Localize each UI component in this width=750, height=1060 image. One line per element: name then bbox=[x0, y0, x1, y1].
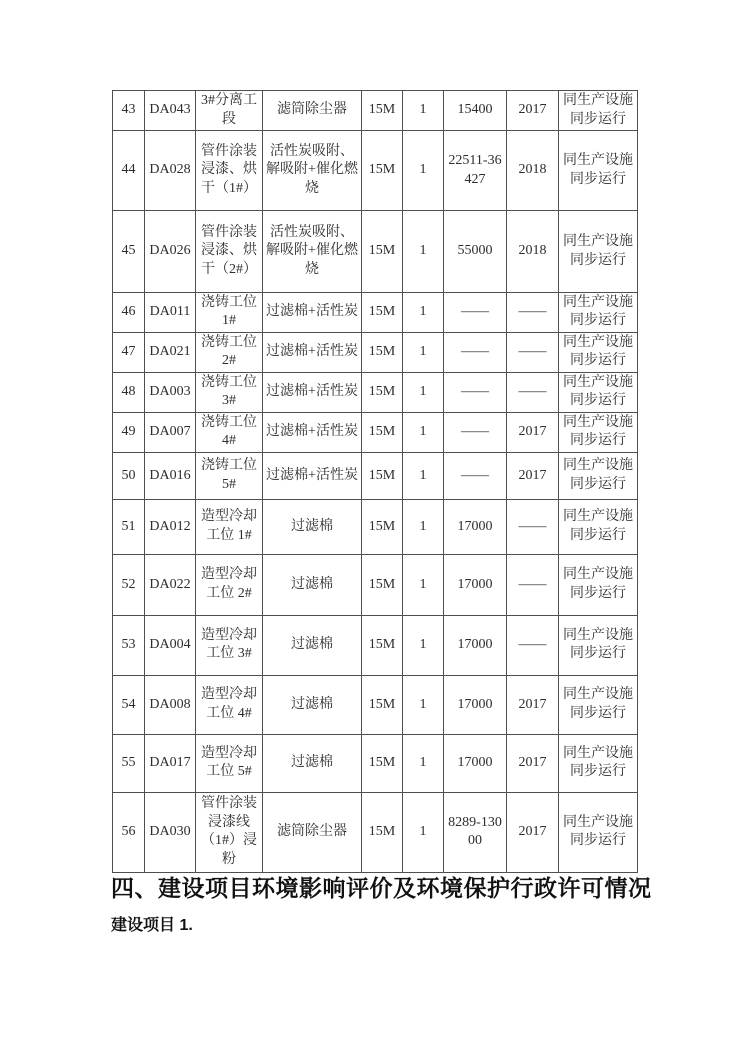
table-cell-col6: 1 bbox=[403, 615, 444, 675]
table-cell-col7: 55000 bbox=[444, 211, 507, 293]
table-cell-col3: 浇铸工位 5# bbox=[196, 452, 263, 499]
table-cell-col3: 造型冷却工位 3# bbox=[196, 615, 263, 675]
table-cell-col2: DA028 bbox=[145, 131, 196, 211]
table-cell-col9: 同生产设施同步运行 bbox=[559, 615, 638, 675]
table-cell-col9: 同生产设施同步运行 bbox=[559, 211, 638, 293]
table-row bbox=[113, 554, 638, 615]
table-cell-col4: 活性炭吸附、解吸附+催化燃烧 bbox=[263, 131, 362, 211]
table-cell-col3: 造型冷却工位 4# bbox=[196, 675, 263, 734]
table-cell-col8: 2018 bbox=[507, 131, 559, 211]
table-cell-col5: 15M bbox=[362, 211, 403, 293]
table-cell-col2: DA008 bbox=[145, 675, 196, 734]
table-cell-col4: 滤筒除尘器 bbox=[263, 91, 362, 131]
table-cell-col8: 2017 bbox=[507, 792, 559, 872]
table-cell-col7: 17000 bbox=[444, 734, 507, 792]
table-cell-col2: DA003 bbox=[145, 372, 196, 412]
table-cell-col6: 1 bbox=[403, 675, 444, 734]
table-cell-col3: 浇铸工位 3# bbox=[196, 372, 263, 412]
table-cell-col3: 造型冷却工位 5# bbox=[196, 734, 263, 792]
table-row bbox=[113, 675, 638, 734]
table-cell-col8: —— bbox=[507, 615, 559, 675]
table-cell-col7: 17000 bbox=[444, 615, 507, 675]
table-row bbox=[113, 615, 638, 675]
table-cell-col2: DA017 bbox=[145, 734, 196, 792]
table-cell-col7: 15400 bbox=[444, 91, 507, 131]
table-cell-col7: —— bbox=[444, 332, 507, 372]
table-cell-col9: 同生产设施同步运行 bbox=[559, 792, 638, 872]
table-cell-col2: DA007 bbox=[145, 412, 196, 452]
table-cell-col9: 同生产设施同步运行 bbox=[559, 91, 638, 131]
table-cell-col5: 15M bbox=[362, 792, 403, 872]
table-cell-col7: 8289-13000 bbox=[444, 792, 507, 872]
table-row bbox=[113, 734, 638, 792]
table-cell-col8: —— bbox=[507, 293, 559, 333]
table-cell-col5: 15M bbox=[362, 372, 403, 412]
table-cell-col8: 2017 bbox=[507, 91, 559, 131]
table-cell-col5: 15M bbox=[362, 554, 403, 615]
table-cell-col5: 15M bbox=[362, 499, 403, 554]
table-cell-col8: 2017 bbox=[507, 412, 559, 452]
table-row bbox=[113, 792, 638, 872]
table-cell-col4: 滤筒除尘器 bbox=[263, 792, 362, 872]
table-cell-col1: 52 bbox=[113, 554, 145, 615]
table-cell-col6: 1 bbox=[403, 332, 444, 372]
table-cell-col3: 造型冷却工位 2# bbox=[196, 554, 263, 615]
table-row bbox=[113, 412, 638, 452]
table-cell-col2: DA004 bbox=[145, 615, 196, 675]
table-cell-col2: DA011 bbox=[145, 293, 196, 333]
table-cell-col1: 51 bbox=[113, 499, 145, 554]
table-cell-col2: DA021 bbox=[145, 332, 196, 372]
table-cell-col2: DA043 bbox=[145, 91, 196, 131]
table-cell-col9: 同生产设施同步运行 bbox=[559, 412, 638, 452]
subheading-project-1: 建设项目 1. bbox=[111, 917, 193, 934]
table-cell-col2: DA022 bbox=[145, 554, 196, 615]
table-cell-col6: 1 bbox=[403, 293, 444, 333]
table-cell-col3: 管件涂装浸漆、烘干（1#） bbox=[196, 131, 263, 211]
table-cell-col5: 15M bbox=[362, 332, 403, 372]
table-cell-col2: DA016 bbox=[145, 452, 196, 499]
table-cell-col6: 1 bbox=[403, 412, 444, 452]
table-cell-col7: —— bbox=[444, 412, 507, 452]
table-cell-col5: 15M bbox=[362, 131, 403, 211]
table-row bbox=[113, 372, 638, 412]
table-cell-col1: 45 bbox=[113, 211, 145, 293]
table-cell-col8: —— bbox=[507, 372, 559, 412]
table-cell-col5: 15M bbox=[362, 91, 403, 131]
table-cell-col9: 同生产设施同步运行 bbox=[559, 675, 638, 734]
table-cell-col1: 49 bbox=[113, 412, 145, 452]
table-row bbox=[113, 499, 638, 554]
table-cell-col4: 过滤棉 bbox=[263, 675, 362, 734]
table-cell-col9: 同生产设施同步运行 bbox=[559, 452, 638, 499]
table-cell-col3: 浇铸工位 1# bbox=[196, 293, 263, 333]
table-row bbox=[113, 211, 638, 293]
table-cell-col9: 同生产设施同步运行 bbox=[559, 554, 638, 615]
table-cell-col1: 55 bbox=[113, 734, 145, 792]
table-cell-col5: 15M bbox=[362, 675, 403, 734]
table-cell-col4: 过滤棉 bbox=[263, 734, 362, 792]
table-cell-col3: 造型冷却工位 1# bbox=[196, 499, 263, 554]
table-row bbox=[113, 452, 638, 499]
table-cell-col6: 1 bbox=[403, 499, 444, 554]
table-cell-col4: 过滤棉 bbox=[263, 615, 362, 675]
table-cell-col9: 同生产设施同步运行 bbox=[559, 131, 638, 211]
table-cell-col7: 17000 bbox=[444, 499, 507, 554]
table-cell-col5: 15M bbox=[362, 293, 403, 333]
table-cell-col3: 浇铸工位 4# bbox=[196, 412, 263, 452]
table-cell-col7: 22511-36427 bbox=[444, 131, 507, 211]
table-cell-col5: 15M bbox=[362, 412, 403, 452]
table-cell-col9: 同生产设施同步运行 bbox=[559, 499, 638, 554]
table-cell-col3: 管件涂装浸漆线（1#）浸粉 bbox=[196, 792, 263, 872]
table-cell-col8: —— bbox=[507, 499, 559, 554]
table-cell-col7: —— bbox=[444, 293, 507, 333]
table-cell-col7: 17000 bbox=[444, 675, 507, 734]
table-cell-col2: DA012 bbox=[145, 499, 196, 554]
table-cell-col1: 56 bbox=[113, 792, 145, 872]
table-cell-col2: DA030 bbox=[145, 792, 196, 872]
table-cell-col8: 2017 bbox=[507, 675, 559, 734]
table-cell-col8: 2017 bbox=[507, 452, 559, 499]
table-cell-col8: 2018 bbox=[507, 211, 559, 293]
table-cell-col7: 17000 bbox=[444, 554, 507, 615]
table-cell-col5: 15M bbox=[362, 452, 403, 499]
table-cell-col5: 15M bbox=[362, 734, 403, 792]
table-cell-col6: 1 bbox=[403, 792, 444, 872]
table-row bbox=[113, 91, 638, 131]
table-cell-col6: 1 bbox=[403, 131, 444, 211]
table-cell-col1: 54 bbox=[113, 675, 145, 734]
table-cell-col4: 活性炭吸附、解吸附+催化燃烧 bbox=[263, 211, 362, 293]
table-cell-col8: 2017 bbox=[507, 734, 559, 792]
table-cell-col6: 1 bbox=[403, 91, 444, 131]
table-cell-col1: 46 bbox=[113, 293, 145, 333]
section-heading: 四、建设项目环境影响评价及环境保护行政许可情况 bbox=[111, 875, 652, 901]
table-cell-col4: 过滤棉+活性炭 bbox=[263, 452, 362, 499]
table-cell-col7: —— bbox=[444, 452, 507, 499]
table-cell-col6: 1 bbox=[403, 372, 444, 412]
table-cell-col6: 1 bbox=[403, 554, 444, 615]
table-cell-col6: 1 bbox=[403, 734, 444, 792]
table-cell-col4: 过滤棉+活性炭 bbox=[263, 332, 362, 372]
table-cell-col1: 44 bbox=[113, 131, 145, 211]
emission-outlets-table bbox=[112, 90, 638, 873]
table-cell-col7: —— bbox=[444, 372, 507, 412]
table-row bbox=[113, 332, 638, 372]
table-cell-col8: —— bbox=[507, 332, 559, 372]
table-row bbox=[113, 131, 638, 211]
table-cell-col1: 47 bbox=[113, 332, 145, 372]
table-row bbox=[113, 293, 638, 333]
table-cell-col2: DA026 bbox=[145, 211, 196, 293]
table-cell-col4: 过滤棉+活性炭 bbox=[263, 412, 362, 452]
table-cell-col4: 过滤棉 bbox=[263, 554, 362, 615]
table-cell-col4: 过滤棉+活性炭 bbox=[263, 372, 362, 412]
table-cell-col9: 同生产设施同步运行 bbox=[559, 372, 638, 412]
table-cell-col1: 50 bbox=[113, 452, 145, 499]
table-cell-col3: 浇铸工位 2# bbox=[196, 332, 263, 372]
table-cell-col6: 1 bbox=[403, 452, 444, 499]
table-cell-col9: 同生产设施同步运行 bbox=[559, 734, 638, 792]
table-cell-col3: 管件涂装浸漆、烘干（2#） bbox=[196, 211, 263, 293]
table-cell-col5: 15M bbox=[362, 615, 403, 675]
table-cell-col1: 53 bbox=[113, 615, 145, 675]
table-body bbox=[113, 91, 638, 873]
table-cell-col4: 过滤棉 bbox=[263, 499, 362, 554]
table-cell-col9: 同生产设施同步运行 bbox=[559, 293, 638, 333]
table-cell-col4: 过滤棉+活性炭 bbox=[263, 293, 362, 333]
table-cell-col1: 43 bbox=[113, 91, 145, 131]
table-cell-col9: 同生产设施同步运行 bbox=[559, 332, 638, 372]
table-cell-col1: 48 bbox=[113, 372, 145, 412]
table-cell-col3: 3#分离工段 bbox=[196, 91, 263, 131]
table-cell-col6: 1 bbox=[403, 211, 444, 293]
table-cell-col8: —— bbox=[507, 554, 559, 615]
